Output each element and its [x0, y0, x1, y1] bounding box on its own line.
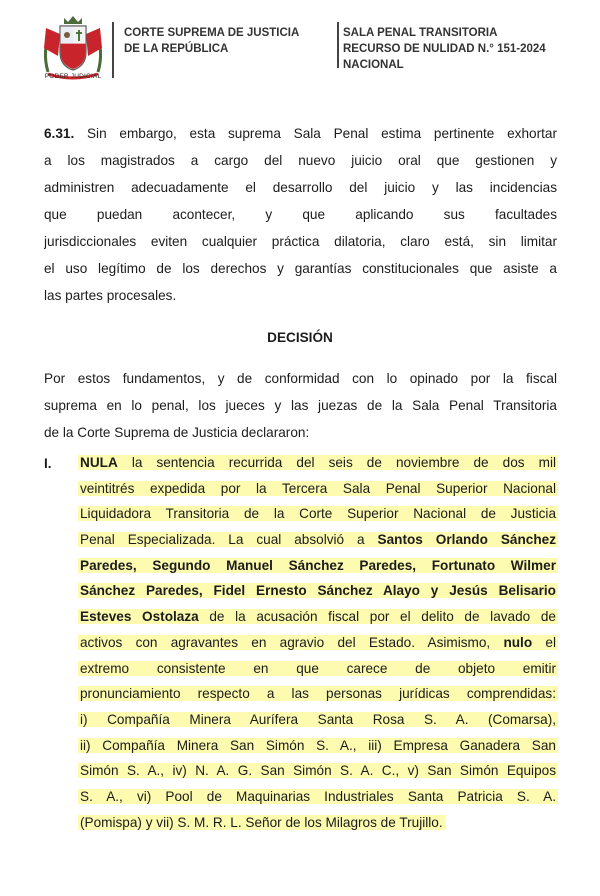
- text-line: ii) Compañía Minera San Simón S. A., iii) Empresa Ganadera San: [80, 737, 556, 753]
- text-line: S. A., vi) Pool de Maquinarias Industriales Santa Patricia S. A.: [80, 788, 556, 804]
- text-line: Por estos fundamentos, y de conformidad con lo opinado por la fiscal: [44, 371, 557, 386]
- text-line: Liquidadora Transitoria de la Corte Superior Nacional de Justicia: [80, 506, 556, 522]
- text-line: Paredes, Segundo Manuel Sánchez Paredes, Fortunato Wilmer: [80, 557, 556, 573]
- section-heading: DECISIÓN: [267, 330, 333, 345]
- text-line: i) Compañía Minera Aurífera Santa Rosa S. A. (Comarsa),: [80, 711, 556, 727]
- text-line: NULA la sentencia recurrida del seis de noviembre de dos mil: [80, 455, 556, 470]
- text-line: de la Corte Suprema de Justicia declararon:: [44, 425, 310, 440]
- text-line: Sánchez Paredes, Fidel Ernesto Sánchez Alayo y Jesús Belisario: [80, 583, 556, 599]
- header-divider: [337, 22, 339, 68]
- case-info: SALA PENAL TRANSITORIA RECURSO DE NULIDAD N.° 151-2024 NACIONAL: [343, 27, 546, 71]
- text-line: suprema en lo penal, los jueces y las juezas de la Sala Penal Transitoria: [44, 398, 557, 413]
- text-line: activos con agravantes en agravio del Estado. Asimismo, nulo el: [80, 634, 556, 650]
- text-line: administren adecuadamente el desarrollo del juicio y las incidencias: [44, 180, 557, 195]
- text-line: el uso legítimo de los derechos y garantías constitucionales que asiste a: [44, 261, 557, 276]
- decision-item-1: [78, 450, 558, 835]
- text-line: que puedan acontecer, y que aplicando sus facultades: [44, 207, 557, 222]
- item-numeral: I.: [44, 456, 52, 471]
- text-line: Penal Especializada. La cual absolvió a Santos Orlando Sánchez: [80, 532, 557, 548]
- text-line: 6.31. Sin embargo, esta suprema Sala Penal estima pertinente exhortar: [44, 126, 557, 141]
- text-line: (Pomispa) y vii) S. M. R. L. Señor de los Milagros de Trujillo.: [80, 814, 443, 830]
- paragraph-number: 6.31.: [44, 126, 75, 141]
- document-header: [0, 0, 600, 96]
- text-line: veintitrés expedida por la Tercera Sala Penal Superior Nacional: [80, 480, 556, 496]
- text-line: Esteves Ostolaza de la acusación fiscal por el delito de lavado de: [80, 609, 556, 625]
- decision-intro: [44, 365, 557, 446]
- text-line: jurisdiccionales eviten cualquier práctica dilatoria, claro está, sin limitar: [44, 234, 557, 249]
- text-line: las partes procesales.: [44, 288, 177, 303]
- header-divider: [112, 22, 114, 78]
- seal-caption: PODER JUDICIAL: [44, 73, 102, 80]
- text-line: pronunciamiento respecto a las personas jurídicas comprendidas:: [80, 686, 556, 702]
- text-line: Simón S. A., iv) N. A. G. San Simón S. A. C., v) San Simón Equipos: [80, 763, 556, 779]
- text-line: a los magistrados a cargo del nuevo juicio oral que gestionen y: [44, 153, 557, 168]
- text-line: extremo consistente en que carece de objeto emitir: [80, 660, 556, 676]
- paragraph-6-31: [44, 120, 557, 309]
- court-name: CORTE SUPREMA DE JUSTICIA DE LA REPÚBLICA: [124, 27, 300, 55]
